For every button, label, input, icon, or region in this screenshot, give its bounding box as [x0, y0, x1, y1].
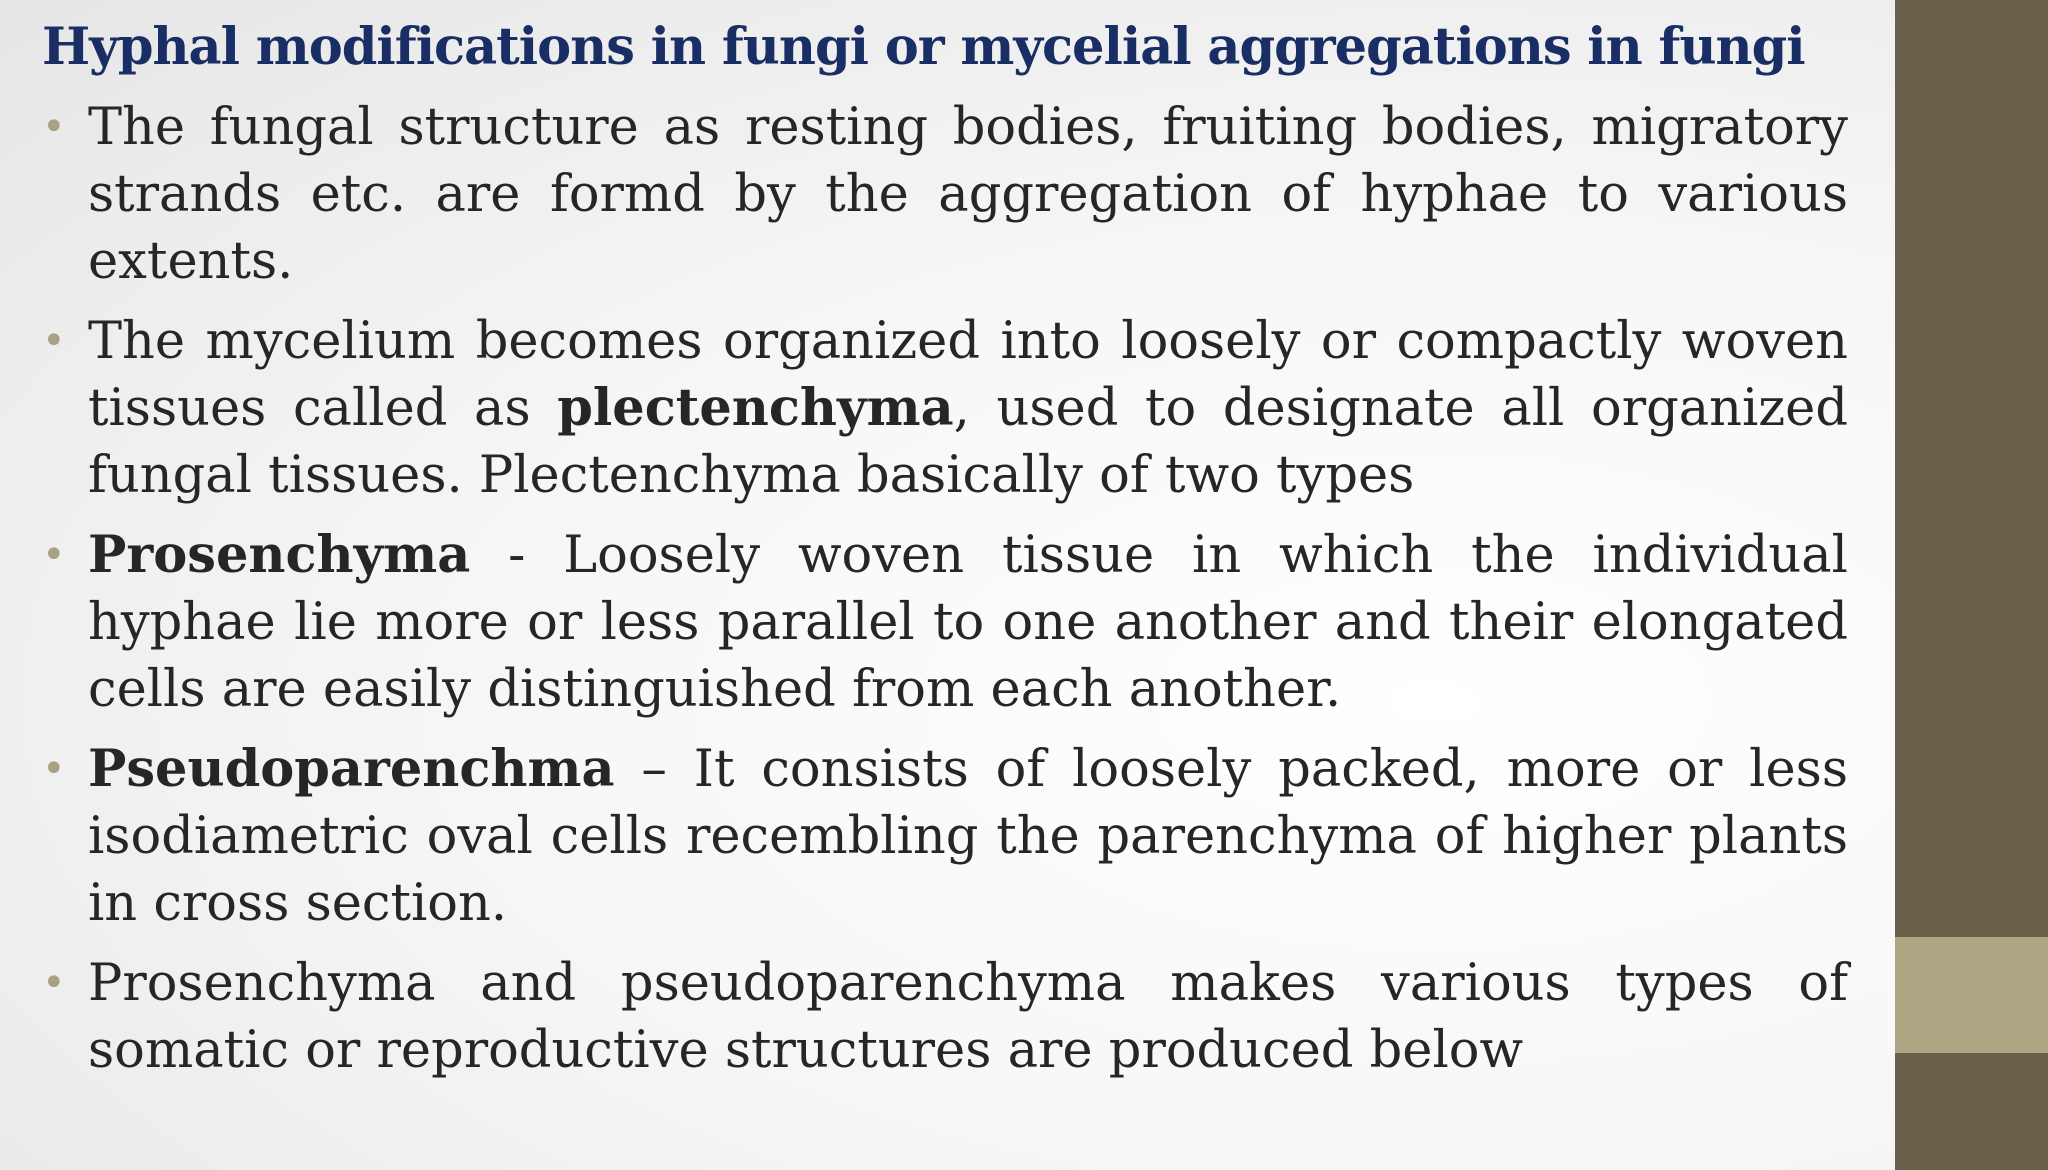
bullet-item-3 — [42, 522, 1848, 723]
slide-title: Hyphal modifications in fungi or mycelial aggregations in fungi — [42, 17, 1805, 77]
bullet-dot-icon: • — [42, 318, 66, 364]
bullet-term-pseudoparenchma: Pseudoparenchma — [88, 739, 615, 799]
sidebar-accent-band — [1895, 937, 2048, 1053]
bullet-item-1 — [42, 94, 1848, 295]
bullet-text-after: – It consists of loosely packed, more or less isodiametric oval cells recembling the parenchyma of higher plants in cross section. — [88, 740, 1848, 933]
bullet-item-4 — [42, 736, 1848, 937]
decorative-sidebar — [1895, 0, 2048, 1170]
bullet-text-after: , used to designate all organized fungal tissues. Plectenchyma basically of two types — [88, 379, 1848, 505]
bullet-dot-icon: • — [42, 746, 66, 792]
bullet-dot-icon: • — [42, 960, 66, 1006]
bullet-dot-icon: • — [42, 532, 66, 578]
bullet-item-2 — [42, 308, 1848, 509]
bullet-text: The fungal structure as resting bodies, fruiting bodies, migratory strands etc. are formd by the aggregation of hyphae to various extents. — [88, 98, 1848, 291]
bullet-text-after: - Loosely woven tissue in which the individual hyphae lie more or less parallel to one another and their elongated cells are easily distinguished from each another. — [88, 526, 1848, 719]
bullet-term-prosenchyma: Prosenchyma — [88, 525, 471, 585]
bullet-list — [42, 94, 1848, 1097]
bullet-dot-icon: • — [42, 104, 66, 150]
bullet-item-5 — [42, 950, 1848, 1084]
bullet-term-plectenchyma: plectenchyma — [557, 378, 954, 438]
bullet-text-before: The mycelium becomes organized into loosely or compactly woven tissues called as — [88, 312, 1848, 438]
bullet-text: Prosenchyma and pseudoparenchyma makes various types of somatic or reproductive structures are produced below — [88, 954, 1848, 1080]
